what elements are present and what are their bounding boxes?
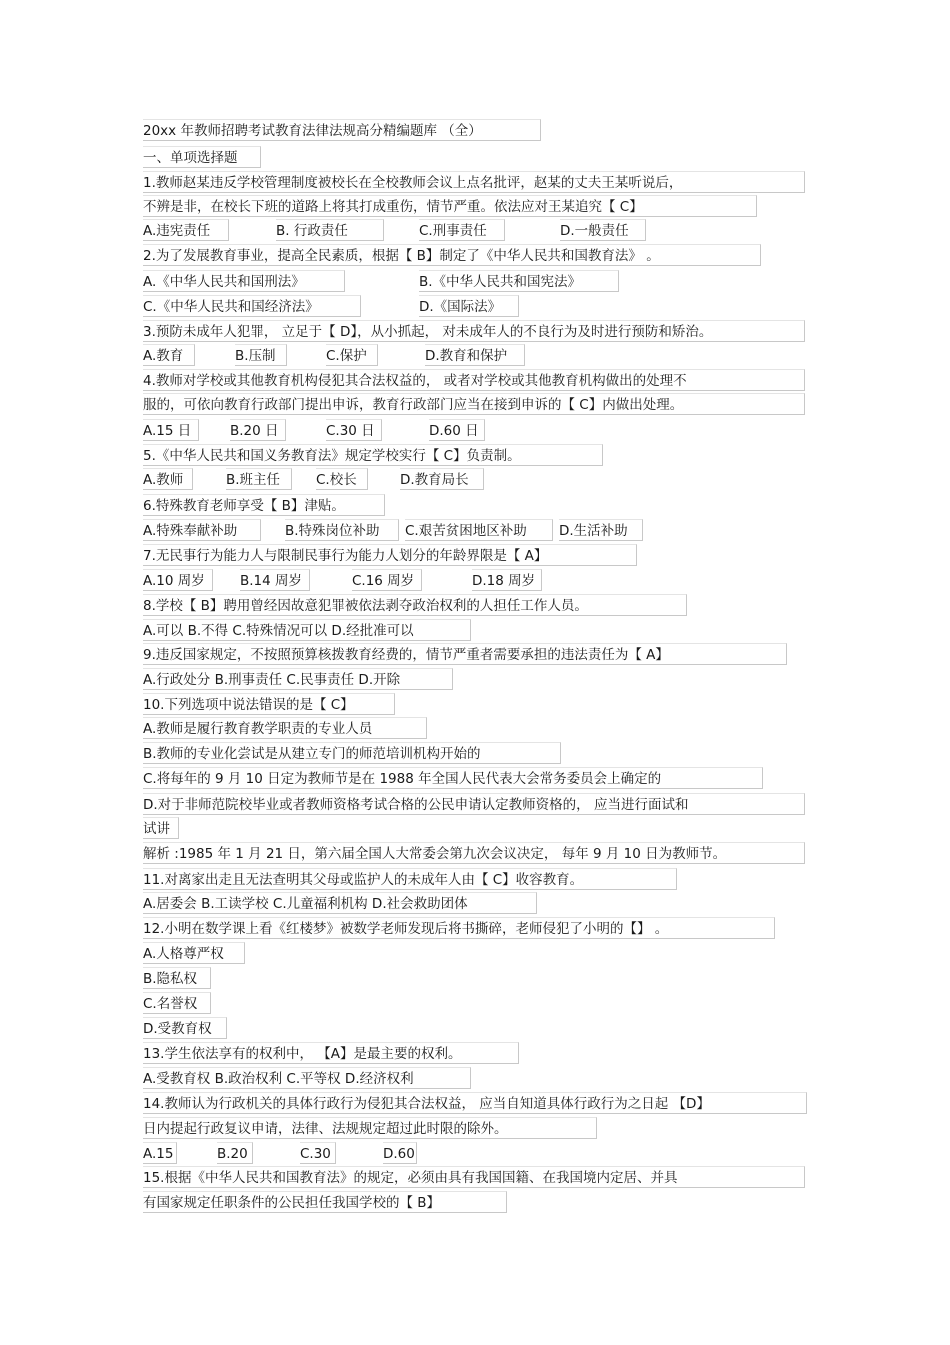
question-11-stem: 11.对离家出走且无法查明其父母或监护人的未成年人由【 C】收容教育。: [143, 868, 677, 890]
option-d: D.教育局长: [400, 468, 484, 490]
question-15-stem-cont: 有国家规定任职条件的公民担任我国学校的【 B】: [143, 1191, 507, 1213]
option-a: A.15: [143, 1142, 177, 1164]
option-a: A.15 日: [143, 419, 199, 441]
question-9-options: A.行政处分 B.刑事责任 C.民事责任 D.开除: [143, 668, 453, 690]
document-title: 20xx 年教师招聘考试教育法律法规高分精编题库 （全）: [143, 119, 541, 141]
question-14-stem-cont: 日内提起行政复议申请，法律、法规规定超过此时限的除外。: [143, 1117, 597, 1139]
question-10-option-d-cont: 试讲: [143, 817, 179, 839]
question-1-stem-cont: 不辨是非，在校长下班的道路上将其打成重伤，情节严重。依法应对王某追究【 C】: [143, 195, 757, 217]
option-d: D.60 日: [429, 419, 485, 441]
question-3-stem: 3.预防未成年人犯罪， 立足于【 D】，从小抓起， 对未成年人的不良行为及时进行预防和矫治。: [143, 320, 805, 342]
option-a: A.10 周岁: [143, 569, 213, 591]
question-10-option-d: D.对于非师范院校毕业或者教师资格考试合格的公民申请认定教师资格的， 应当进行面试和: [143, 793, 805, 815]
option-d: D.一般责任: [560, 219, 646, 241]
option-c: C.30: [300, 1142, 336, 1164]
question-15-stem: 15.根据《中华人民共和国教育法》的规定，必须由具有我国国籍、在我国境内定居、并具: [143, 1166, 805, 1188]
option-c: C.16 周岁: [352, 569, 422, 591]
question-2-stem: 2.为了发展教育事业，提高全民素质，根据【 B】制定了《中华人民共和国教育法》 。: [143, 244, 761, 266]
option-b: B.《中华人民共和国宪法》: [419, 270, 619, 292]
question-8-stem: 8.学校【 B】聘用曾经因故意犯罪被依法剥夺政治权利的人担任工作人员。: [143, 594, 687, 616]
question-14-stem: 14.教师认为行政机关的具体行政行为侵犯其合法权益， 应当自知道具体行政行为之日起 【D】: [143, 1092, 807, 1114]
question-8-options: A.可以 B.不得 C.特殊情况可以 D.经批准可以: [143, 619, 471, 641]
option-d: D.18 周岁: [472, 569, 542, 591]
option-c: C.《中华人民共和国经济法》: [143, 295, 361, 317]
question-13-stem: 13.学生依法享有的权利中， 【A】是最主要的权利。: [143, 1042, 519, 1064]
option-b: B.班主任: [226, 468, 292, 490]
option-b: B. 行政责任: [276, 219, 384, 241]
question-12-option-d: D.受教育权: [143, 1017, 227, 1039]
option-c: C.艰苦贫困地区补助: [405, 519, 553, 541]
section-heading: 一、单项选择题: [143, 146, 261, 168]
question-12-option-b: B.隐私权: [143, 967, 211, 989]
option-b: B.20 日: [230, 419, 286, 441]
option-b: B.14 周岁: [240, 569, 310, 591]
question-5-stem: 5.《中华人民共和国义务教育法》规定学校实行【 C】负责制。: [143, 444, 603, 466]
question-7-stem: 7.无民事行为能力人与限制民事行为能力人划分的年龄界限是【 A】: [143, 544, 637, 566]
option-a: A.违宪责任: [143, 219, 229, 241]
question-1-stem: 1.教师赵某违反学校管理制度被校长在全校教师会议上点名批评，赵某的丈夫王某听说后，: [143, 171, 805, 193]
question-9-stem: 9.违反国家规定，不按照预算核拨教育经费的，情节严重者需要承担的违法责任为【 A】: [143, 643, 787, 665]
option-a: A.特殊奉献补助: [143, 519, 261, 541]
option-d: D.60: [383, 1142, 417, 1164]
option-b: B.20: [217, 1142, 253, 1164]
option-a: A.《中华人民共和国刑法》: [143, 270, 345, 292]
question-11-options: A.居委会 B.工读学校 C.儿童福利机构 D.社会救助团体: [143, 892, 537, 914]
question-13-options: A.受教育权 B.政治权利 C.平等权 D.经济权利: [143, 1067, 471, 1089]
question-10-option-a: A.教师是履行教育教学职责的专业人员: [143, 717, 427, 739]
option-d: D.生活补助: [559, 519, 643, 541]
question-10-analysis: 解析 :1985 年 1 月 21 日，第六届全国人大常委会第九次会议决定， 每年 9 月 10 日为教师节。: [143, 842, 805, 864]
option-a: A.教育: [143, 344, 195, 366]
option-c: C.校长: [316, 468, 368, 490]
question-10-option-b: B.教师的专业化尝试是从建立专门的师范培训机构开始的: [143, 742, 561, 764]
question-12-option-c: C.名誉权: [143, 992, 211, 1014]
question-6-stem: 6.特殊教育老师享受【 B】津贴。: [143, 494, 385, 516]
question-12-option-a: A.人格尊严权: [143, 942, 245, 964]
question-10-stem: 10.下列选项中说法错误的是【 C】: [143, 693, 395, 715]
question-4-stem-cont: 服的，可依向教育行政部门提出申诉，教育行政部门应当在接到申诉的【 C】内做出处理。: [143, 393, 805, 415]
option-d: D.教育和保护: [425, 344, 525, 366]
question-10-option-c: C.将每年的 9 月 10 日定为教师节是在 1988 年全国人民代表大会常务委员会上确定的: [143, 767, 763, 789]
option-a: A.教师: [143, 468, 193, 490]
option-c: C.保护: [326, 344, 378, 366]
question-4-stem: 4.教师对学校或其他教育机构侵犯其合法权益的， 或者对学校或其他教育机构做出的处理不: [143, 369, 805, 391]
option-b: B.压制: [235, 344, 287, 366]
option-d: D.《国际法》: [419, 295, 519, 317]
option-b: B.特殊岗位补助: [285, 519, 399, 541]
question-12-stem: 12.小明在数学课上看《红楼梦》被数学老师发现后将书撕碎，老师侵犯了小明的【】 。: [143, 917, 775, 939]
option-c: C.30 日: [326, 419, 382, 441]
option-c: C.刑事责任: [419, 219, 505, 241]
